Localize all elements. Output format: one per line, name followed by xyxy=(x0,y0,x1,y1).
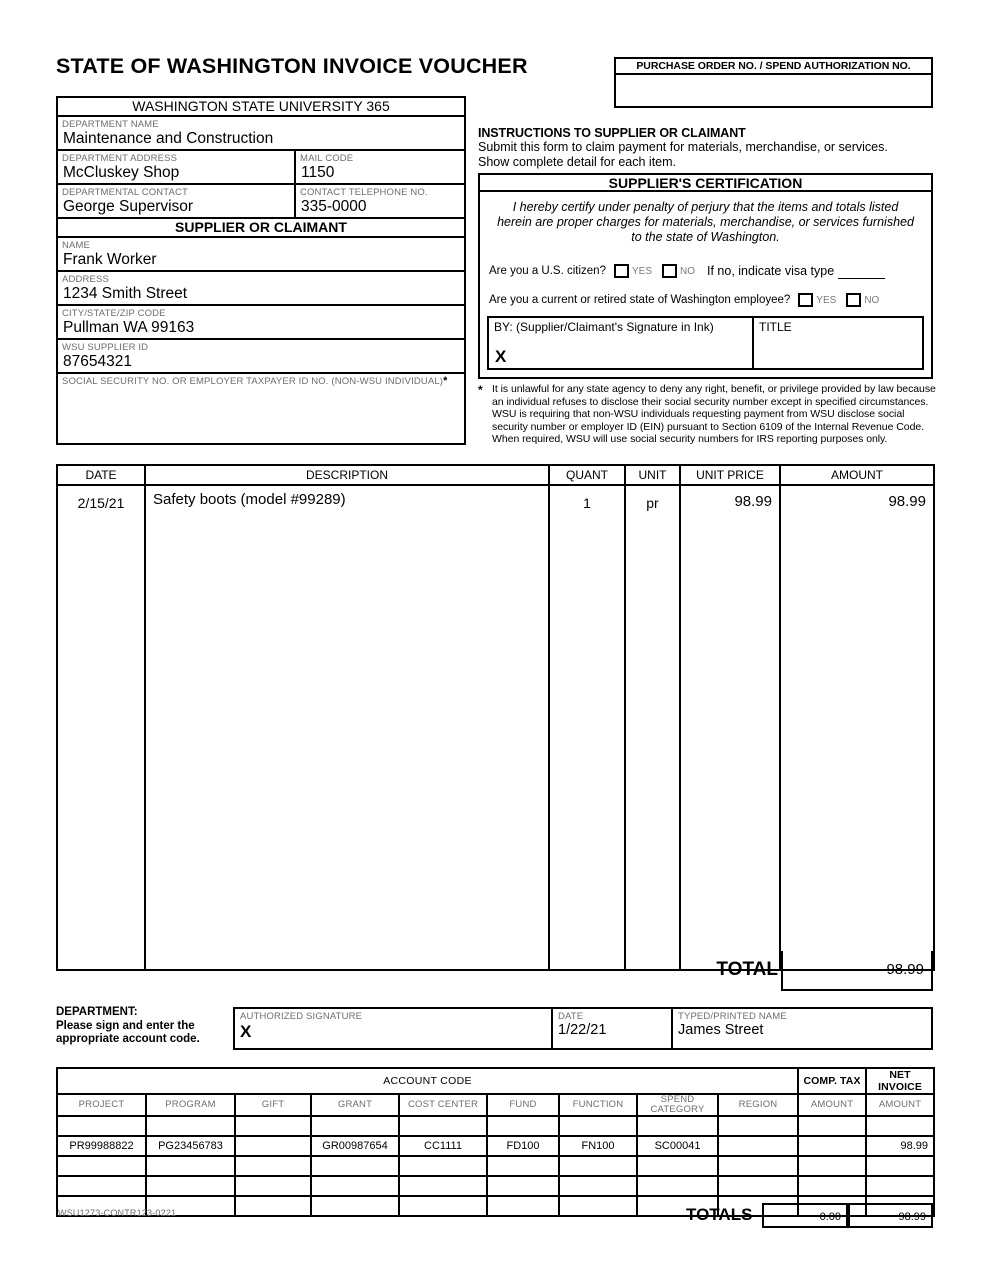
department-supplier-box xyxy=(56,96,466,445)
state-employee-no-label: NO xyxy=(864,294,880,306)
state-employee-question-row xyxy=(480,293,881,307)
cell-grant[interactable]: GR00987654 xyxy=(311,1136,399,1156)
ssn-label xyxy=(58,374,464,387)
column-header-gift: GIFT xyxy=(235,1094,311,1116)
visa-type-label: If no, indicate visa type xyxy=(707,264,835,278)
footnote-text: It is unlawful for any state agency to deny any right, benefit, or privilege provided by law because an individual refuses to disclose their social security number except in specified circumstances. WSU is requiring that non-WSU individuals requesting payment from WSU disclose social security number or employer ID (EIN) pursuant to Section 6109 of the Internal Revenue Code. When required, WSU will use social security numbers for IRS reporting purposes only. xyxy=(492,383,936,446)
account-code-column-header-row xyxy=(57,1094,934,1116)
line-items-table xyxy=(56,464,935,971)
department-name-value[interactable]: Maintenance and Construction xyxy=(63,130,274,147)
totals-box xyxy=(762,1203,933,1228)
cell-cost-center[interactable]: CC1111 xyxy=(399,1136,487,1156)
instructions-heading: INSTRUCTIONS TO SUPPLIER OR CLAIMANT xyxy=(478,126,746,140)
table-row[interactable] xyxy=(57,1156,934,1176)
cell-function[interactable] xyxy=(559,1156,637,1176)
supplier-citystatezip-label: CITY/STATE/ZIP CODE xyxy=(62,308,166,319)
supplier-signature-cell[interactable] xyxy=(489,318,754,368)
supplier-address-row xyxy=(58,272,464,306)
column-header-quant: QUANT xyxy=(549,465,625,485)
cell-quantity[interactable]: 1 xyxy=(549,485,625,970)
state-employee-yes-checkbox[interactable] xyxy=(798,293,813,307)
account-code-table xyxy=(56,1067,935,1217)
cell-cost-center[interactable] xyxy=(399,1116,487,1136)
authorized-date-value[interactable]: 1/22/21 xyxy=(558,1022,607,1038)
cell-fund[interactable]: FD100 xyxy=(487,1136,559,1156)
cell-grant[interactable] xyxy=(311,1116,399,1136)
cell-project[interactable] xyxy=(57,1176,146,1196)
cell-comp-tax-amount[interactable] xyxy=(798,1116,866,1136)
contact-phone-value[interactable]: 335-0000 xyxy=(301,198,367,215)
cell-unit[interactable]: pr xyxy=(625,485,680,970)
footnote-asterisk-icon: * xyxy=(478,383,483,397)
account-code-group-header: ACCOUNT CODE xyxy=(57,1068,798,1094)
department-address-value[interactable]: McCluskey Shop xyxy=(63,164,180,181)
supplier-citystatezip-value[interactable]: Pullman WA 99163 xyxy=(63,319,195,336)
cell-region[interactable] xyxy=(718,1136,798,1156)
form-id: WSU1273-CONTR123-0221 xyxy=(58,1208,177,1218)
visa-type-field[interactable] xyxy=(707,264,885,278)
account-code-rows xyxy=(57,1116,934,1216)
purchase-order-header: PURCHASE ORDER NO. / SPEND AUTHORIZATION NO. xyxy=(614,57,933,75)
contact-phone-cell xyxy=(296,185,464,217)
supplier-title-cell[interactable] xyxy=(754,318,922,368)
state-employee-no-checkbox[interactable] xyxy=(846,293,861,307)
supplier-name-label: NAME xyxy=(62,240,91,251)
spend-category-line-2: CATEGORY xyxy=(650,1104,705,1115)
cell-grant[interactable] xyxy=(311,1176,399,1196)
column-header-unit: UNIT xyxy=(625,465,680,485)
typed-printed-name-cell[interactable] xyxy=(673,1009,931,1048)
cell-comp-tax-amount[interactable] xyxy=(798,1176,866,1196)
cell-gift[interactable] xyxy=(235,1156,311,1176)
supplier-address-label: ADDRESS xyxy=(62,274,109,285)
citizen-no-label: NO xyxy=(680,265,695,277)
column-header-unit-price: UNIT PRICE xyxy=(680,465,780,485)
cell-gift[interactable] xyxy=(235,1176,311,1196)
column-header-amount: AMOUNT xyxy=(780,465,934,485)
cell-gift[interactable] xyxy=(235,1196,311,1216)
cell-net-invoice-amount[interactable]: 98.99 xyxy=(866,1136,934,1156)
cell-function[interactable]: FN100 xyxy=(559,1136,637,1156)
department-address-cell xyxy=(58,151,296,183)
department-contact-cell xyxy=(58,185,296,217)
column-header-cost-center: COST CENTER xyxy=(399,1094,487,1116)
ssn-label-text: SOCIAL SECURITY NO. OR EMPLOYER TAXPAYER ID NO. (NON-WSU INDIVIDUAL) xyxy=(62,376,444,387)
total-value: 98.99 xyxy=(781,951,933,991)
cell-spend-category[interactable] xyxy=(637,1116,718,1136)
authorized-date-cell[interactable] xyxy=(553,1009,673,1048)
cell-project[interactable] xyxy=(57,1156,146,1176)
certification-text: I hereby certify under penalty of perjury that the items and totals listed herein are proper charges for materials, merchandise, or services furnished to the state of Washington. xyxy=(497,200,914,244)
cell-net-invoice-amount[interactable] xyxy=(866,1116,934,1136)
spend-category-line-1: SPEND xyxy=(660,1094,695,1105)
cell-project[interactable] xyxy=(57,1116,146,1136)
column-header-project: PROJECT xyxy=(57,1094,146,1116)
cell-region[interactable] xyxy=(718,1156,798,1176)
supplier-signature-mark: X xyxy=(495,347,507,366)
supplier-title-label: TITLE xyxy=(759,320,792,334)
column-header-spend-category xyxy=(637,1094,718,1116)
citizen-question-row xyxy=(480,264,885,278)
ssn-asterisk-icon: * xyxy=(443,375,448,387)
ssn-row xyxy=(58,374,464,429)
cell-grant[interactable] xyxy=(311,1196,399,1216)
page-title: STATE OF WASHINGTON INVOICE VOUCHER xyxy=(56,54,528,78)
cell-function[interactable] xyxy=(559,1116,637,1136)
authorized-signature-cell[interactable] xyxy=(235,1009,553,1048)
cell-comp-tax-amount[interactable] xyxy=(798,1156,866,1176)
department-contact-value[interactable]: George Supervisor xyxy=(63,198,194,215)
cell-cost-center[interactable] xyxy=(399,1156,487,1176)
cell-gift[interactable] xyxy=(235,1136,311,1156)
column-header-comp-tax-amount: AMOUNT xyxy=(798,1094,866,1116)
cell-gift[interactable] xyxy=(235,1116,311,1136)
cell-net-invoice-amount[interactable] xyxy=(866,1156,934,1176)
cell-comp-tax-amount[interactable] xyxy=(798,1136,866,1156)
department-contact-label: DEPARTMENTAL CONTACT xyxy=(62,187,188,198)
cell-region[interactable] xyxy=(718,1176,798,1196)
column-header-date: DATE xyxy=(57,465,145,485)
ssn-footnote xyxy=(478,383,936,446)
department-signature-box xyxy=(233,1007,933,1050)
column-header-net-invoice-amount: AMOUNT xyxy=(866,1094,934,1116)
column-header-grant: GRANT xyxy=(311,1094,399,1116)
cell-fund[interactable] xyxy=(487,1176,559,1196)
cell-cost-center[interactable] xyxy=(399,1196,487,1216)
cell-net-invoice-amount[interactable] xyxy=(866,1176,934,1196)
department-instruction-note xyxy=(56,1006,231,1047)
table-row[interactable] xyxy=(57,1136,934,1156)
line-items-header-row xyxy=(57,465,934,485)
visa-type-blank[interactable] xyxy=(838,264,885,279)
department-contact-row xyxy=(58,185,464,219)
cell-region[interactable] xyxy=(718,1116,798,1136)
purchase-order-box xyxy=(614,57,933,108)
supplier-citystatezip-row xyxy=(58,306,464,340)
cell-description[interactable]: Safety boots (model #99289) xyxy=(145,485,549,970)
cell-fund[interactable] xyxy=(487,1196,559,1216)
total-label: TOTAL xyxy=(716,959,778,980)
supplier-address-value[interactable]: 1234 Smith Street xyxy=(63,285,188,302)
column-header-function: FUNCTION xyxy=(559,1094,637,1116)
instructions-line-1: Submit this form to claim payment for materials, merchandise, or services. xyxy=(478,140,888,154)
typed-printed-name-value[interactable]: James Street xyxy=(678,1022,764,1038)
department-name-label: DEPARTMENT NAME xyxy=(62,119,159,130)
authorized-signature-label: AUTHORIZED SIGNATURE xyxy=(240,1011,363,1022)
total-row xyxy=(56,951,933,991)
table-row[interactable] xyxy=(57,1116,934,1136)
cell-fund[interactable] xyxy=(487,1116,559,1136)
column-header-description: DESCRIPTION xyxy=(145,465,549,485)
department-address-row xyxy=(58,151,464,185)
department-note-line-3: appropriate account code. xyxy=(56,1033,200,1045)
cell-spend-category[interactable] xyxy=(637,1156,718,1176)
supplier-name-row xyxy=(58,238,464,272)
cell-program[interactable] xyxy=(146,1176,235,1196)
account-code-group-header-row xyxy=(57,1068,934,1094)
supplier-name-value[interactable]: Frank Worker xyxy=(63,251,157,268)
cell-cost-center[interactable] xyxy=(399,1176,487,1196)
wsu-supplier-id-value[interactable]: 87654321 xyxy=(63,353,132,370)
net-invoice-header: NET INVOICE xyxy=(866,1068,934,1094)
department-name-row xyxy=(58,117,464,151)
authorized-date-label: DATE xyxy=(558,1011,584,1022)
column-header-region: REGION xyxy=(718,1094,798,1116)
column-header-program: PROGRAM xyxy=(146,1094,235,1116)
comp-tax-header: COMP. TAX xyxy=(798,1068,866,1094)
cell-function[interactable] xyxy=(559,1196,637,1216)
mail-code-cell xyxy=(296,151,464,183)
wsu-supplier-id-label: WSU SUPPLIER ID xyxy=(62,342,149,353)
column-header-fund: FUND xyxy=(487,1094,559,1116)
state-employee-yes-label: YES xyxy=(816,294,837,306)
purchase-order-input[interactable] xyxy=(614,75,933,108)
supplier-signature-label: BY: (Supplier/Claimant's Signature in Ink) xyxy=(494,320,714,334)
citizen-yes-checkbox[interactable] xyxy=(614,264,629,278)
table-row[interactable] xyxy=(57,1176,934,1196)
citizen-yes-label: YES xyxy=(631,265,652,277)
totals-label: TOTALS xyxy=(686,1205,753,1224)
typed-printed-name-label: TYPED/PRINTED NAME xyxy=(678,1011,787,1022)
citizen-question-label: Are you a U.S. citizen? xyxy=(489,265,606,277)
mail-code-label: MAIL CODE xyxy=(300,153,354,164)
org-header: WASHINGTON STATE UNIVERSITY 365 xyxy=(58,98,464,117)
certification-body xyxy=(478,192,933,379)
cell-unit-price[interactable]: 98.99 xyxy=(680,485,780,970)
cell-spend-category[interactable] xyxy=(637,1176,718,1196)
table-row[interactable] xyxy=(57,485,934,970)
contact-phone-label: CONTACT TELEPHONE NO. xyxy=(300,187,428,198)
totals-comp-tax-value: 0.00 xyxy=(762,1203,848,1228)
cell-program[interactable] xyxy=(146,1156,235,1176)
cell-grant[interactable] xyxy=(311,1156,399,1176)
department-address-label: DEPARTMENT ADDRESS xyxy=(62,153,178,164)
totals-net-invoice-value: 98.99 xyxy=(848,1203,933,1228)
cell-spend-category[interactable]: SC00041 xyxy=(637,1136,718,1156)
certification-header: SUPPLIER'S CERTIFICATION xyxy=(478,173,933,192)
instructions-line-2: Show complete detail for each item. xyxy=(478,154,677,169)
department-note-line-1: DEPARTMENT: xyxy=(56,1006,138,1018)
cell-fund[interactable] xyxy=(487,1156,559,1176)
cell-program[interactable]: PG23456783 xyxy=(146,1136,235,1156)
instructions-block xyxy=(478,126,938,169)
cell-function[interactable] xyxy=(559,1176,637,1196)
cell-date[interactable]: 2/15/21 xyxy=(57,485,145,970)
cell-amount[interactable]: 98.99 xyxy=(780,485,934,970)
cell-project[interactable]: PR99988822 xyxy=(57,1136,146,1156)
cell-program[interactable] xyxy=(146,1116,235,1136)
state-employee-question-label: Are you a current or retired state of Washington employee? xyxy=(489,294,791,306)
supplier-section-header: SUPPLIER OR CLAIMANT xyxy=(58,219,464,238)
department-note-line-2: Please sign and enter the xyxy=(56,1019,195,1032)
wsu-supplier-id-row xyxy=(58,340,464,374)
supplier-signature-box xyxy=(487,316,924,370)
citizen-no-checkbox[interactable] xyxy=(662,264,677,278)
suppliers-certification-box xyxy=(478,173,933,379)
authorized-signature-mark: X xyxy=(240,1022,252,1041)
mail-code-value[interactable]: 1150 xyxy=(301,164,335,181)
